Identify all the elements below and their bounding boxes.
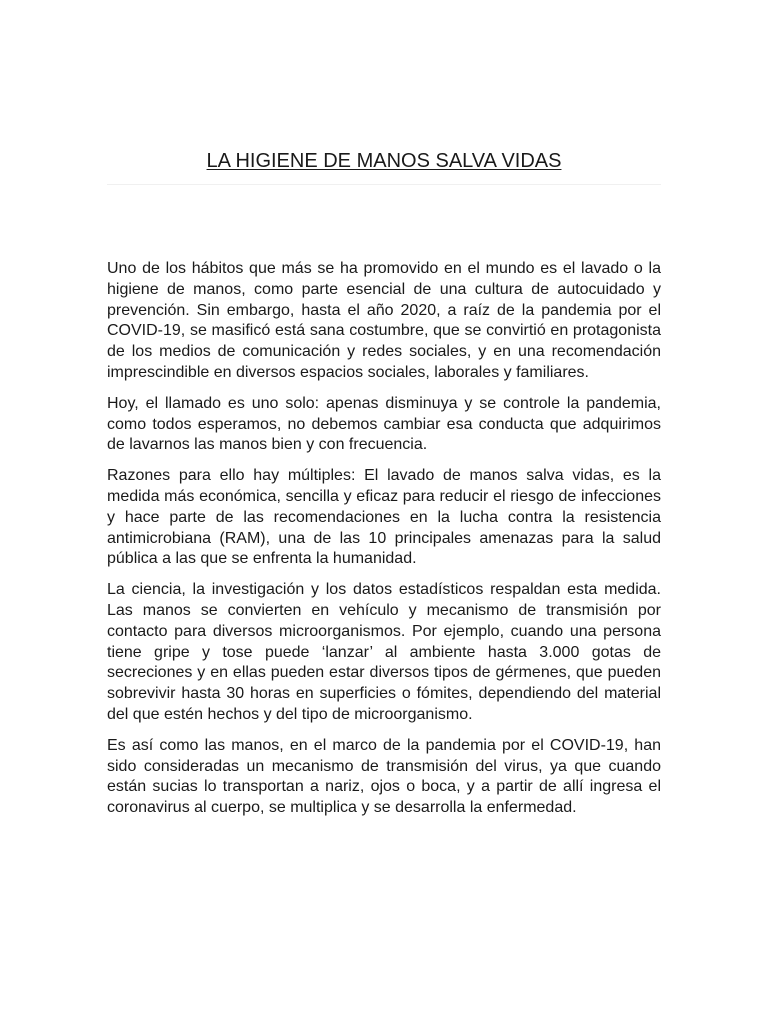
paragraph: Razones para ello hay múltiples: El lavado de manos salva vidas, es la medida más económica, sencilla y eficaz para reducir el riesgo de infecciones y hace parte de las recomendaciones en la lucha contra la resistencia antimicrobiana (RAM), una de las 10 principales amenazas para la salud pública a las que se enfrenta la humanidad. [107, 467, 661, 568]
page-title: LA HIGIENE DE MANOS SALVA VIDAS [206, 150, 562, 172]
paragraph: Es así como las manos, en el marco de la pandemia por el COVID-19, han sido consideradas un mecanismo de transmisión del virus, ya que cuando están sucias lo transportan a nariz, ojos o boca, y a partir de allí ingresa el coronavirus al cuerpo, se multiplica y se desarrolla la enfermedad. [107, 736, 661, 817]
paragraph: La ciencia, la investigación y los datos estadísticos respaldan esta medida. Las manos se convierten en vehículo y mecanismo de transmisión por contacto para diversos microorganismos. Por ejemplo, cuando una persona tiene gripe y tose puede ‘lanzar’ al ambiente hasta 3.000 gotas de secreciones y en ellas pueden estar diversos tipos de gérmenes, que pueden sobrevivir hasta 30 horas en superficies o fómites, dependiendo del material del que estén hechos y del tipo de microorganismo. [107, 581, 661, 723]
title-divider [107, 184, 661, 185]
document-body [107, 259, 661, 829]
paragraph: Hoy, el llamado es uno solo: apenas disminuya y se controle la pandemia, como todos esperamos, no debemos cambiar esa conducta que adquirimos de lavarnos las manos bien y con frecuencia. [107, 394, 661, 454]
paragraph: Uno de los hábitos que más se ha promovido en el mundo es el lavado o la higiene de manos, como parte esencial de una cultura de autocuidado y prevención. Sin embargo, hasta el año 2020, a raíz de la pandemia por el COVID-19, se masificó está sana costumbre, que se convirtió en protagonista de los medios de comunicación y redes sociales, y en una recomendación imprescindible en diversos espacios sociales, laborales y familiares. [107, 260, 661, 381]
